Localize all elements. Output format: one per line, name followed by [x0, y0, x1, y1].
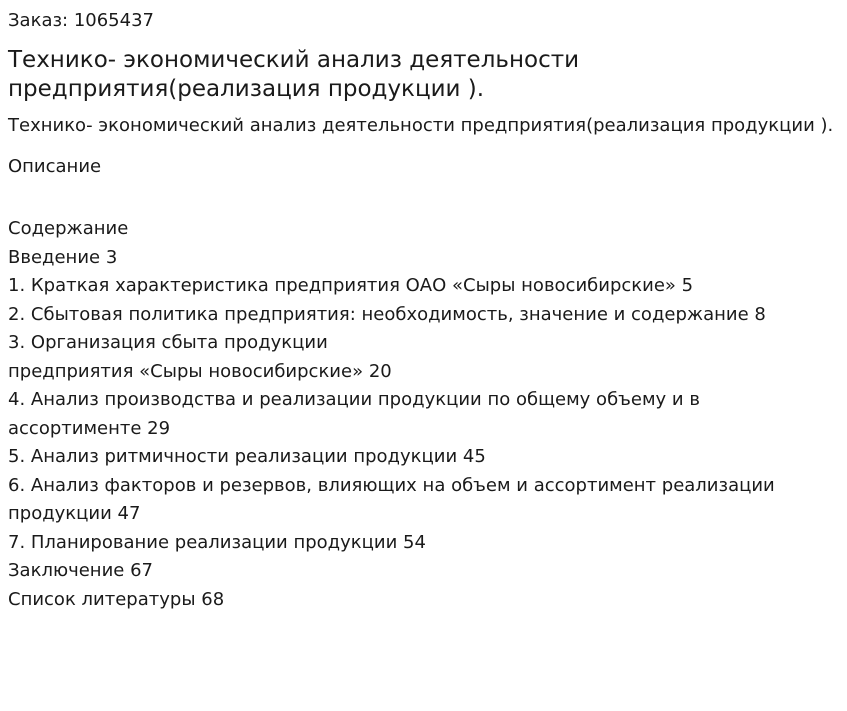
toc-item: 1. Краткая характеристика предприятия ОАО «Сыры новосибирские» 5: [8, 275, 694, 296]
toc-item: 4. Анализ производства и реализации продукции по общему объему и в ассортименте 29: [8, 389, 700, 439]
work-subtitle: Технико- экономический анализ деятельности предприятия(реализация продукции ).: [8, 115, 834, 136]
toc-item: 6. Анализ факторов и резервов, влияющих на объем и ассортимент реализации продукции 47: [8, 474, 775, 524]
toc-item: 2. Сбытовая политика предприятия: необходимость, значение и содержание 8: [8, 303, 766, 325]
toc-item: 5. Анализ ритмичности реализации продукции 45: [8, 446, 486, 467]
order-number: Заказ: 1065437: [8, 10, 154, 31]
toc-item: Введение 3: [8, 246, 118, 268]
toc-item: Список литературы 68: [8, 588, 225, 610]
toc-item: 7. Планирование реализации продукции 54: [8, 531, 426, 553]
toc-item: предприятия «Сыры новосибирские» 20: [8, 360, 392, 382]
toc-item: 3. Организация сбыта продукции: [8, 332, 328, 353]
toc-item: Заключение 67: [8, 560, 153, 581]
contents-heading: Содержание: [8, 218, 129, 239]
page-title: Технико- экономический анализ деятельности предприятия(реализация продукции ).: [8, 47, 580, 102]
description-heading: Описание: [8, 156, 102, 177]
table-of-contents: [8, 215, 839, 614]
